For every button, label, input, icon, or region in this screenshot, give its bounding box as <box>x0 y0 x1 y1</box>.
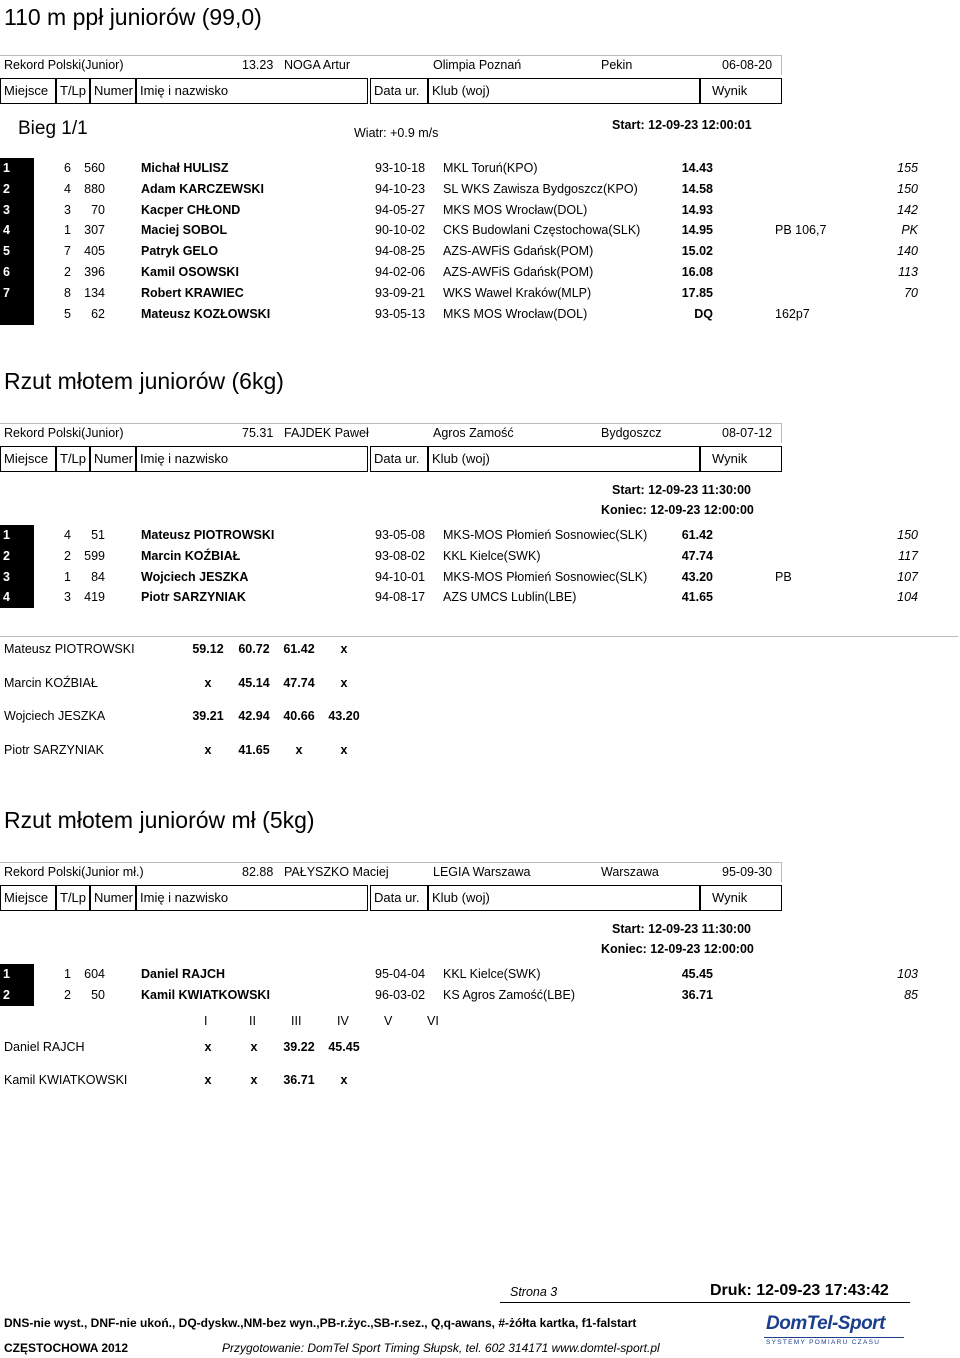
end-time: Koniec: 12-09-23 12:00:00 <box>601 942 754 956</box>
cell-lane: 2 <box>64 987 71 1002</box>
cell-pts: 113 <box>898 265 918 279</box>
cell-pos: 3 <box>3 569 10 584</box>
domtel-logo <box>762 1311 908 1347</box>
cell-note: PB <box>775 569 792 584</box>
record-label: Rekord Polski(Junior mł.) <box>4 865 144 879</box>
record-place: Warszawa <box>601 865 659 879</box>
column-header <box>0 446 782 472</box>
col-imie: Imię i nazwisko <box>136 446 368 472</box>
footer-city: CZĘSTOCHOWA 2012 <box>4 1341 129 1355</box>
record-place: Bydgoszcz <box>601 426 662 440</box>
record-label: Rekord Polski(Junior) <box>4 426 124 440</box>
cell-pos: 1 <box>3 161 10 175</box>
table-row <box>0 158 960 179</box>
cell-pos: 7 <box>3 285 10 300</box>
col-data: Data ur. <box>370 885 428 911</box>
cell-res: 17.85 <box>681 285 713 300</box>
attempt-2: 60.72 <box>238 642 270 656</box>
cell-club: AZS-AWFiS Gdańsk(POM) <box>443 265 594 279</box>
record-place: Pekin <box>601 58 633 72</box>
cell-pts: 107 <box>897 569 918 584</box>
place-cell <box>0 283 34 304</box>
roman-header <box>0 1014 500 1032</box>
wind-label: Wiatr: +0.9 m/s <box>354 126 439 140</box>
cell-name: Mateusz KOZŁOWSKI <box>141 306 271 321</box>
cell-pts: 140 <box>897 244 918 259</box>
col-tlp: T/Lp <box>56 885 90 911</box>
cell-name: Adam KARCZEWSKI <box>141 181 264 196</box>
cell-pts: 103 <box>897 967 918 981</box>
cell-dob: 96-03-02 <box>375 987 426 1002</box>
cell-note: 162p7 <box>775 306 810 321</box>
cell-pos: 3 <box>3 202 10 217</box>
place-cell <box>0 587 34 608</box>
cell-lane: 4 <box>64 528 71 542</box>
attempt-row <box>0 1040 500 1058</box>
table-row <box>0 200 960 221</box>
place-cell <box>0 158 34 179</box>
cell-club: AZS-AWFiS Gdańsk(POM) <box>443 244 594 259</box>
place-cell <box>0 546 34 567</box>
cell-res: 41.65 <box>681 590 713 605</box>
col-klub: Klub (woj) <box>428 446 700 472</box>
cell-res: 47.74 <box>681 548 713 563</box>
cell-pos: 1 <box>3 967 10 981</box>
attempt-4: x <box>340 642 348 656</box>
record-result: 13.23 <box>242 58 274 72</box>
cell-note: PB 106,7 <box>775 223 827 238</box>
logo-text: DomTel-Sport <box>766 1313 885 1334</box>
cell-pos: 2 <box>3 987 10 1002</box>
col-imie: Imię i nazwisko <box>136 885 368 911</box>
cell-pos: 2 <box>3 181 10 196</box>
record-line <box>0 423 782 443</box>
cell-dob: 94-05-27 <box>375 202 426 217</box>
attempt-row <box>0 676 500 694</box>
cell-name: Daniel RAJCH <box>141 967 226 981</box>
cell-name: Michał HULISZ <box>141 161 229 175</box>
record-date: 08-07-12 <box>722 426 773 440</box>
cell-club: KKL Kielce(SWK) <box>443 967 541 981</box>
record-label: Rekord Polski(Junior) <box>4 58 124 72</box>
table-row <box>0 964 960 985</box>
cell-lane: 2 <box>64 265 71 279</box>
cell-bib: 50 <box>91 987 105 1002</box>
col-miejsce: Miejsce <box>0 446 56 472</box>
cell-lane: 8 <box>64 285 71 300</box>
col-klub: Klub (woj) <box>428 885 700 911</box>
cell-name: Kamil OSOWSKI <box>141 265 239 279</box>
cell-dob: 93-05-08 <box>375 528 426 542</box>
place-cell <box>0 567 34 588</box>
attempt-1: x <box>204 1040 212 1054</box>
page-number: Strona 3 <box>510 1285 558 1299</box>
place-cell <box>0 525 34 546</box>
cell-res: 36.71 <box>681 987 713 1002</box>
section-title: Rzut młotem juniorów (6kg) <box>4 368 284 394</box>
cell-dob: 94-08-17 <box>375 590 426 605</box>
attempt-1: x <box>204 743 212 758</box>
athlete-name: Daniel RAJCH <box>4 1040 85 1054</box>
attempt-2: x <box>250 1073 258 1087</box>
roman-3: III <box>291 1014 302 1028</box>
cell-pts: 150 <box>897 181 918 196</box>
cell-res: 45.45 <box>681 967 713 981</box>
roman-4: IV <box>337 1014 349 1028</box>
place-cell <box>0 200 34 221</box>
cell-name: Mateusz PIOTROWSKI <box>141 528 275 542</box>
cell-pts: 142 <box>897 202 918 217</box>
column-header <box>0 78 782 104</box>
place-cell <box>0 262 34 283</box>
attempt-row <box>0 642 500 660</box>
cell-name: Maciej SOBOL <box>141 223 228 238</box>
record-date: 95-09-30 <box>722 865 773 879</box>
athlete-name: Kamil KWIATKOWSKI <box>4 1073 128 1087</box>
attempt-4: x <box>340 743 348 758</box>
attempt-4: x <box>340 675 348 690</box>
cell-pos: 4 <box>3 223 10 238</box>
cell-lane: 1 <box>64 967 71 981</box>
col-data: Data ur. <box>370 78 428 104</box>
record-club: LEGIA Warszawa <box>433 865 531 879</box>
attempt-row <box>0 1073 500 1091</box>
cell-lane: 3 <box>64 590 71 605</box>
cell-bib: 560 <box>84 161 105 175</box>
cell-club: MKS MOS Wrocław(DOL) <box>443 202 588 217</box>
attempt-1: x <box>204 1073 212 1087</box>
cell-lane: 4 <box>64 181 71 196</box>
record-holder: PAŁYSZKO Maciej <box>284 865 389 879</box>
table-row <box>0 179 960 200</box>
cell-club: SL WKS Zawisza Bydgoszcz(KPO) <box>443 181 638 196</box>
cell-name: Piotr SARZYNIAK <box>141 590 246 605</box>
athlete-name: Piotr SARZYNIAK <box>4 743 105 758</box>
attempt-3: 40.66 <box>283 709 315 724</box>
place-cell <box>0 964 34 985</box>
table-row <box>0 985 960 1006</box>
table-row <box>0 567 960 588</box>
heat-label: Bieg 1/1 <box>18 118 88 139</box>
attempt-2: 45.14 <box>238 675 270 690</box>
col-miejsce: Miejsce <box>0 885 56 911</box>
legend: DNS-nie wyst., DNF-nie ukoń., DQ-dyskw.,NM-bez wyn.,PB-r.życ.,SB-r.sez., Q,q-awans, #-żółta kartka, f1-falstart <box>4 1316 637 1330</box>
cell-lane: 2 <box>64 548 71 563</box>
cell-pos: 2 <box>3 548 10 563</box>
athlete-name: Wojciech JESZKA <box>4 709 106 724</box>
attempt-4: 43.20 <box>328 709 360 724</box>
cell-lane: 6 <box>64 161 71 175</box>
attempt-3: 47.74 <box>283 675 315 690</box>
table-row <box>0 262 960 283</box>
start-time: Start: 12-09-23 11:30:00 <box>612 483 751 497</box>
cell-bib: 405 <box>84 244 105 259</box>
record-holder: NOGA Artur <box>284 58 350 72</box>
cell-club: AZS UMCS Lublin(LBE) <box>443 590 577 605</box>
attempt-1: x <box>204 675 212 690</box>
cell-name: Kacper CHŁOND <box>141 202 241 217</box>
cell-dob: 94-10-23 <box>375 181 426 196</box>
cell-club: KKL Kielce(SWK) <box>443 548 541 563</box>
cell-pos: 4 <box>3 590 10 605</box>
cell-club: KS Agros Zamość(LBE) <box>443 987 575 1002</box>
record-holder: FAJDEK Paweł <box>284 426 369 440</box>
athlete-name: Marcin KOŹBIAŁ <box>4 675 98 690</box>
cell-pts: PK <box>901 223 918 238</box>
attempt-2: 41.65 <box>238 743 270 758</box>
cell-bib: 62 <box>91 306 105 321</box>
cell-club: MKS MOS Wrocław(DOL) <box>443 306 588 321</box>
cell-name: Patryk GELO <box>141 244 219 259</box>
table-row <box>0 220 960 241</box>
attempt-2: x <box>250 1040 258 1054</box>
footer-prep: Przygotowanie: DomTel Sport Timing Słupsk, tel. 602 314171 www.domtel-sport.pl <box>222 1341 660 1355</box>
cell-res: 15.02 <box>681 244 713 259</box>
attempt-2: 42.94 <box>238 709 270 724</box>
table-row <box>0 283 960 304</box>
cell-lane: 1 <box>64 569 71 584</box>
col-numer: Numer <box>90 446 136 472</box>
col-numer: Numer <box>90 78 136 104</box>
col-data: Data ur. <box>370 446 428 472</box>
cell-lane: 3 <box>64 202 71 217</box>
cell-name: Kamil KWIATKOWSKI <box>141 987 270 1002</box>
roman-5: V <box>384 1014 393 1028</box>
cell-dob: 93-10-18 <box>375 161 426 175</box>
col-miejsce: Miejsce <box>0 78 56 104</box>
roman-1: I <box>204 1014 208 1028</box>
attempt-1: 59.12 <box>192 642 224 656</box>
cell-bib: 51 <box>91 528 105 542</box>
cell-name: Wojciech JESZKA <box>141 569 249 584</box>
record-result: 75.31 <box>242 426 274 440</box>
record-date: 06-08-20 <box>722 58 773 72</box>
cell-dob: 90-10-02 <box>375 223 426 238</box>
record-line <box>0 862 782 882</box>
attempt-3: 61.42 <box>283 642 315 656</box>
start-time: Start: 12-09-23 11:30:00 <box>612 922 751 936</box>
cell-dob: 93-05-13 <box>375 306 426 321</box>
cell-bib: 84 <box>91 569 105 584</box>
cell-pts: 155 <box>897 161 918 175</box>
logo-sub: SYSTEMY POMIARU CZASU <box>766 1339 881 1346</box>
cell-club: MKS-MOS Płomień Sosnowiec(SLK) <box>443 528 648 542</box>
print-time: Druk: 12-09-23 17:43:42 <box>710 1282 889 1299</box>
athlete-name: Mateusz PIOTROWSKI <box>4 642 135 656</box>
cell-dob: 93-08-02 <box>375 548 426 563</box>
cell-res: DQ <box>694 306 713 321</box>
cell-res: 14.95 <box>681 223 713 238</box>
record-result: 82.88 <box>242 865 274 879</box>
table-row <box>0 304 960 325</box>
cell-bib: 599 <box>84 548 105 563</box>
cell-pts: 104 <box>897 590 918 605</box>
cell-pos: 5 <box>3 244 10 259</box>
cell-club: CKS Budowlani Częstochowa(SLK) <box>443 223 641 238</box>
place-cell <box>0 220 34 241</box>
attempt-4: x <box>340 1073 348 1087</box>
attempt-3: x <box>295 743 303 758</box>
cell-res: 14.58 <box>681 181 713 196</box>
cell-res: 43.20 <box>681 569 713 584</box>
cell-pos: 6 <box>3 265 10 279</box>
section-title: Rzut młotem juniorów mł (5kg) <box>4 807 315 833</box>
cell-bib: 604 <box>84 967 105 981</box>
attempt-4: 45.45 <box>328 1040 360 1054</box>
cell-bib: 419 <box>84 590 105 605</box>
table-row <box>0 241 960 262</box>
col-wynik: Wynik <box>700 78 782 104</box>
section-title: 110 m ppł juniorów (99,0) <box>4 4 262 30</box>
cell-dob: 95-04-04 <box>375 967 426 981</box>
cell-pts: 117 <box>898 548 918 563</box>
place-cell <box>0 179 34 200</box>
cell-res: 14.93 <box>681 202 713 217</box>
cell-lane: 1 <box>64 223 71 238</box>
cell-bib: 880 <box>84 181 105 196</box>
attempt-row <box>0 709 500 727</box>
record-club: Olimpia Poznań <box>433 58 522 72</box>
place-cell <box>0 241 34 262</box>
col-tlp: T/Lp <box>56 78 90 104</box>
cell-dob: 94-08-25 <box>375 244 426 259</box>
table-row <box>0 587 960 608</box>
col-wynik: Wynik <box>700 885 782 911</box>
cell-dob: 93-09-21 <box>375 285 426 300</box>
record-club: Agros Zamość <box>433 426 514 440</box>
cell-club: MKL Toruń(KPO) <box>443 161 538 175</box>
table-row <box>0 546 960 567</box>
cell-lane: 5 <box>64 306 71 321</box>
place-cell <box>0 304 34 325</box>
cell-dob: 94-10-01 <box>375 569 426 584</box>
col-numer: Numer <box>90 885 136 911</box>
cell-lane: 7 <box>64 244 71 259</box>
col-wynik: Wynik <box>700 446 782 472</box>
cell-name: Robert KRAWIEC <box>141 285 244 300</box>
cell-club: WKS Wawel Kraków(MLP) <box>443 285 592 300</box>
record-line <box>0 55 782 75</box>
place-cell <box>0 985 34 1006</box>
cell-res: 61.42 <box>681 528 713 542</box>
cell-bib: 396 <box>84 265 105 279</box>
cell-pos: 1 <box>3 528 10 542</box>
attempt-1: 39.21 <box>192 709 224 724</box>
col-klub: Klub (woj) <box>428 78 700 104</box>
cell-res: 16.08 <box>681 265 713 279</box>
col-tlp: T/Lp <box>56 446 90 472</box>
cell-club: MKS-MOS Płomień Sosnowiec(SLK) <box>443 569 648 584</box>
end-time: Koniec: 12-09-23 12:00:00 <box>601 503 754 517</box>
cell-res: 14.43 <box>681 161 713 175</box>
cell-bib: 134 <box>84 285 105 300</box>
roman-6: VI <box>427 1014 439 1028</box>
cell-bib: 70 <box>91 202 105 217</box>
attempt-3: 36.71 <box>283 1073 315 1087</box>
attempt-row <box>0 743 500 761</box>
cell-pts: 70 <box>904 285 918 300</box>
cell-pts: 150 <box>897 528 918 542</box>
col-imie: Imię i nazwisko <box>136 78 368 104</box>
table-row <box>0 525 960 546</box>
cell-name: Marcin KOŹBIAŁ <box>141 548 241 563</box>
attempt-3: 39.22 <box>283 1040 315 1054</box>
roman-2: II <box>249 1014 256 1028</box>
column-header <box>0 885 782 911</box>
start-time: Start: 12-09-23 12:00:01 <box>612 118 752 132</box>
cell-pts: 85 <box>904 987 918 1002</box>
cell-bib: 307 <box>84 223 105 238</box>
cell-dob: 94-02-06 <box>375 265 426 279</box>
